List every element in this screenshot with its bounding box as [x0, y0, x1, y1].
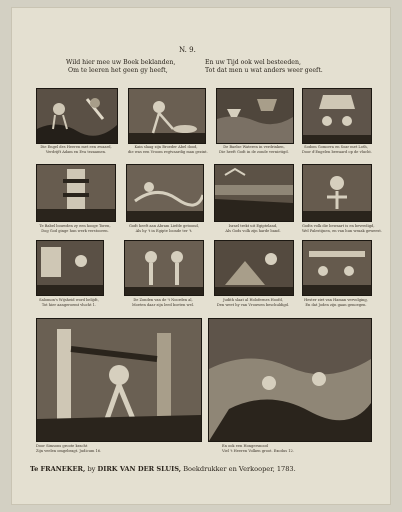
woodcut-panel	[124, 240, 204, 296]
woodcut-panel	[302, 240, 372, 296]
caption-line: Viel 't Heeren Volken groot. Exodus 12.	[222, 449, 294, 453]
caption-line: De Zonden van de 't Noorden al,	[133, 298, 193, 302]
imprint-role: Boekdrukker en Verkooper,	[183, 465, 275, 473]
caption-line: Den weet hy van Vrouwen beschuldigd.	[216, 303, 290, 307]
woodcut-illustration	[215, 241, 293, 295]
caption-line: Kain slaag zijn Broeder Abel dood,	[134, 145, 198, 149]
caption-line: Door d'Engelen bewaard op de vlucht.	[302, 150, 372, 154]
caption-line: Sodom Gomorra en Soar met Loth,	[304, 145, 368, 149]
imprint-printer: DIRK VAN DER SLUIS,	[97, 465, 182, 473]
caption-line: Salomon's Wijsheid word belijdt,	[39, 298, 99, 302]
panel-caption	[36, 145, 116, 155]
imprint	[30, 465, 296, 473]
woodcut-panel	[302, 164, 372, 222]
caption-line: Godts volk die bewaart is en bevredigd,	[302, 224, 375, 228]
woodcut-illustration	[37, 165, 115, 221]
woodcut-panel	[216, 88, 294, 144]
panel-caption	[36, 444, 136, 454]
woodcut-illustration	[129, 89, 205, 143]
woodcut-illustration	[215, 165, 293, 221]
caption-line: Moeten daar zijn leed boeten wel.	[131, 303, 195, 307]
heading-verse-left	[66, 59, 175, 75]
caption-line: Die heeft Godt in de zonde vernietigd.	[219, 150, 289, 154]
caption-line: Wel Palestijnen, en van hun wraak geweest.	[302, 229, 382, 233]
woodcut-illustration	[125, 241, 203, 295]
woodcut-illustration	[209, 319, 371, 441]
caption-line: Te Babel bouwden zy een hooge Toren,	[39, 224, 111, 228]
caption-line: Dog God ginge hun werk verstooren.	[41, 229, 109, 233]
panel-caption	[124, 298, 202, 308]
heading-verse-right	[205, 59, 323, 75]
panel-caption	[214, 224, 292, 234]
caption-line: Door Simsons groote kracht	[36, 444, 88, 448]
woodcut-panel-large	[208, 318, 372, 442]
caption-line: De Baelse Wateren in verdrinken,	[223, 145, 285, 149]
panel-caption	[34, 298, 104, 308]
woodcut-panel	[302, 88, 372, 144]
woodcut-illustration	[303, 165, 371, 221]
panel-caption	[128, 145, 208, 155]
panel-caption	[126, 224, 202, 234]
heading-line: Wild hier mee uw Boek beklanden,	[66, 59, 176, 66]
woodcut-illustration	[37, 241, 103, 295]
woodcut-illustration	[37, 89, 117, 143]
woodcut-panel	[126, 164, 204, 222]
imprint-city: FRANEKER,	[40, 465, 86, 473]
caption-line: Zijn veelen omgebragt. Judicum 16.	[36, 449, 102, 453]
heading-line: En uw Tijd ook wel besteeden,	[205, 59, 301, 66]
caption-line: Hester ziet van Haman vervolging,	[304, 298, 368, 302]
panel-caption	[222, 444, 332, 454]
imprint-prefix: Te	[30, 465, 39, 473]
caption-line: Tot hier aangeroemt vlucht 1.	[41, 303, 97, 307]
heading-line: Tot dat men u wat anders weer geeft.	[205, 67, 323, 74]
caption-line: Godt heeft aan Abram Liefde getoond,	[129, 224, 199, 228]
woodcut-illustration	[303, 89, 371, 143]
caption-line: Verdrijft Adam en Eva tezaamen.	[45, 150, 107, 154]
caption-line: Die Engel des Heeren met een zwaard,	[40, 145, 112, 149]
caption-line: die was een Vroom regtvaardig man gezint.	[128, 150, 208, 154]
panel-caption	[214, 298, 292, 308]
woodcut-illustration	[217, 89, 293, 143]
imprint-year: 1783.	[276, 465, 296, 473]
woodcut-illustration	[37, 319, 201, 441]
woodcut-panel	[36, 164, 116, 222]
panel-caption	[302, 145, 370, 155]
panel-caption	[216, 145, 292, 155]
panel-caption	[302, 224, 382, 234]
woodcut-illustration	[303, 241, 371, 295]
woodcut-panel	[214, 164, 294, 222]
page-number: N. 9.	[179, 46, 196, 54]
panel-caption	[36, 224, 114, 234]
woodcut-panel	[36, 240, 104, 296]
caption-line: Israel trekt uit Egipteland,	[228, 224, 278, 228]
woodcut-illustration	[127, 165, 203, 221]
caption-line: Judith slaat al Holofernes Hoofd,	[223, 298, 283, 302]
caption-line: Als hy 't in Egipte loonde ter 't.	[135, 229, 193, 233]
caption-line: Als Gods volk zijn harde band.	[225, 229, 281, 233]
imprint-by: by	[87, 465, 96, 473]
woodcut-panel	[36, 88, 118, 144]
heading-line: Om te leeren het geen gy heeft,	[68, 67, 168, 74]
woodcut-panel-large	[36, 318, 202, 442]
woodcut-panel	[214, 240, 294, 296]
panel-caption	[300, 298, 372, 308]
caption-line: En dat Joden zijn gaan genoegen.	[305, 303, 367, 307]
woodcut-panel	[128, 88, 206, 144]
caption-line: En ook een Hongersnood	[222, 444, 268, 448]
